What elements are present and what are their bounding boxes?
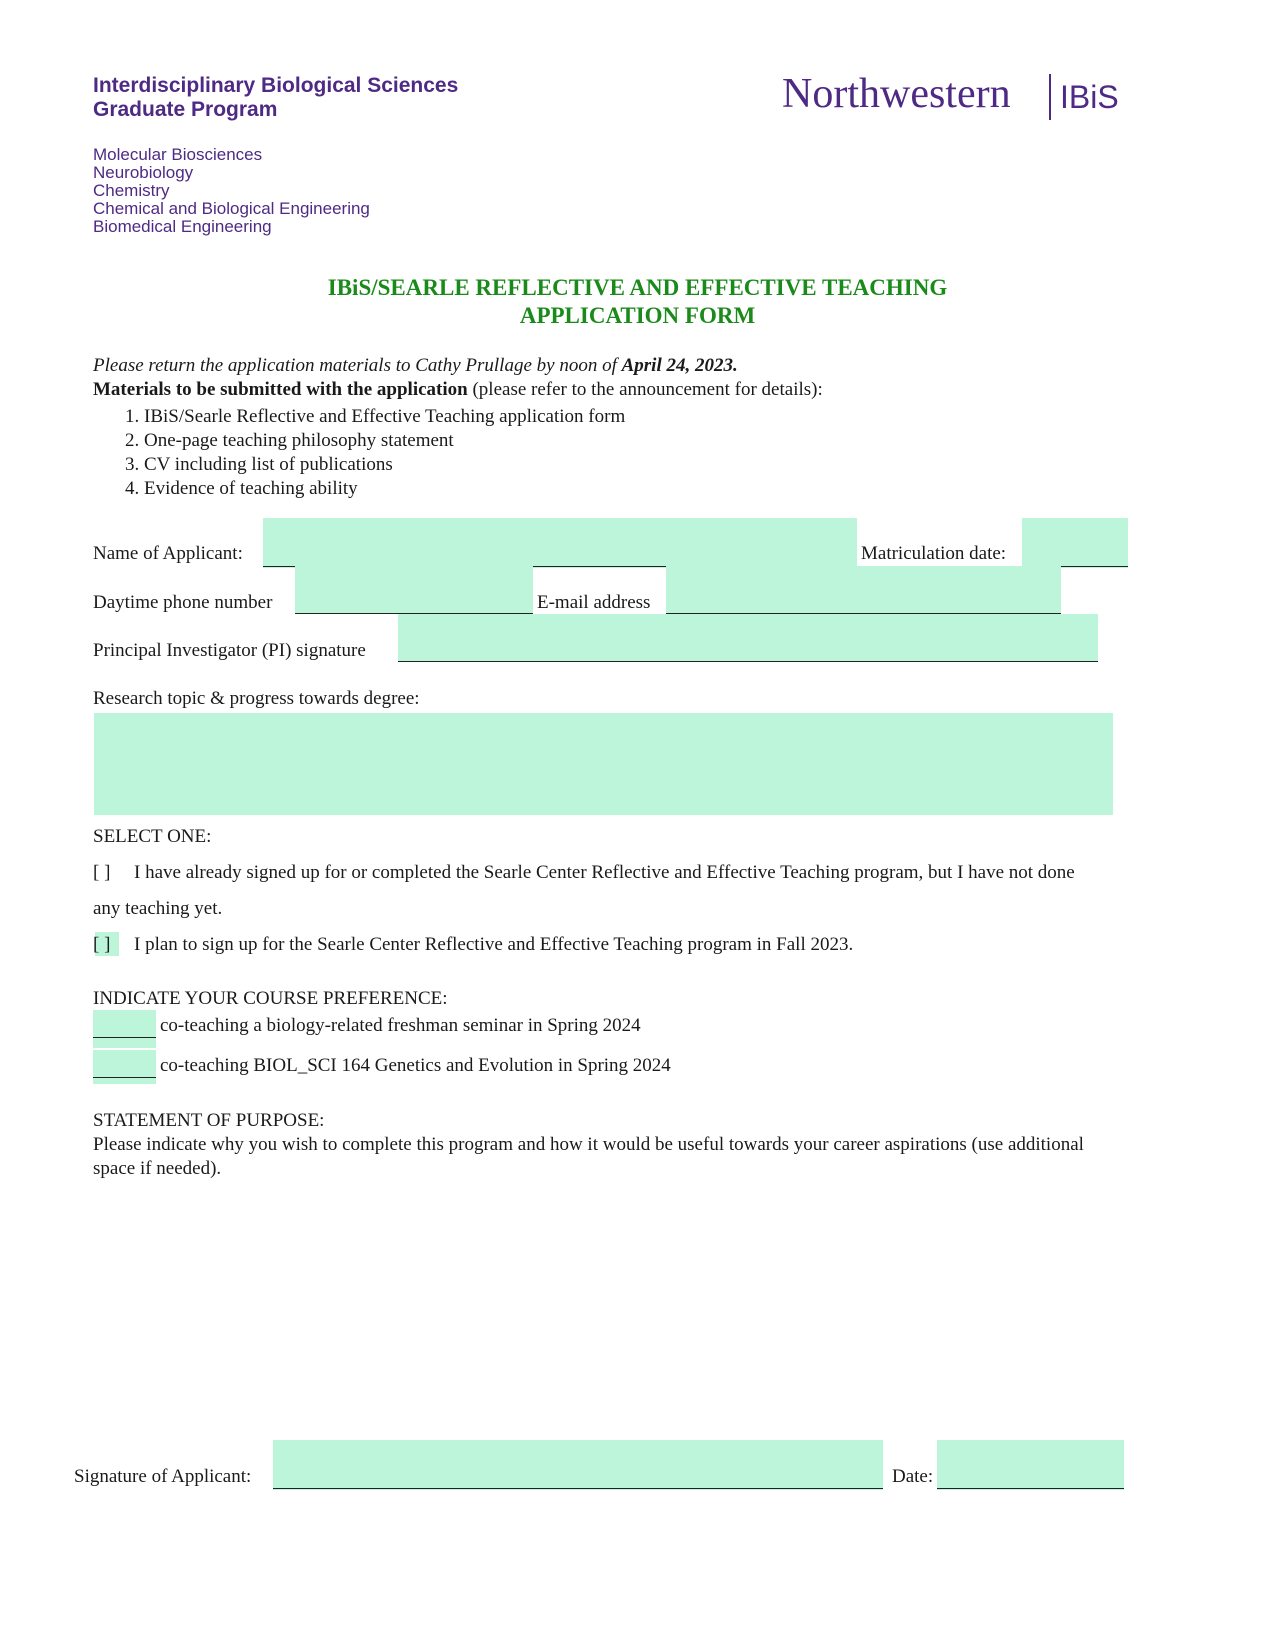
applicant-signature-field[interactable] bbox=[273, 1440, 883, 1490]
department-item: Molecular Biosciences bbox=[93, 145, 263, 164]
research-topic-field[interactable] bbox=[94, 713, 1113, 815]
materials-heading bbox=[93, 379, 823, 401]
freshman-seminar-text: co-teaching a biology-related freshman seminar in Spring 2024 bbox=[160, 1015, 641, 1036]
matriculation-date-field[interactable] bbox=[1022, 518, 1128, 568]
materials-item: 4. Evidence of teaching ability bbox=[125, 478, 358, 499]
deadline-date: April 24, 2023. bbox=[621, 355, 738, 376]
option-plan-checkbox[interactable]: [ ] bbox=[93, 934, 111, 955]
materials-item: 1. IBiS/Searle Reflective and Effective Teaching application form bbox=[125, 406, 626, 427]
applicant-name-field[interactable] bbox=[263, 518, 857, 568]
course-preference-heading: INDICATE YOUR COURSE PREFERENCE: bbox=[93, 988, 448, 1009]
department-item: Chemical and Biological Engineering bbox=[93, 199, 370, 218]
department-item: Chemistry bbox=[93, 181, 170, 200]
phone-field[interactable] bbox=[295, 566, 533, 614]
form-subtitle: APPLICATION FORM bbox=[519, 303, 756, 328]
freshman-seminar-underline bbox=[93, 1037, 156, 1038]
form-title: IBiS/SEARLE REFLECTIVE AND EFFECTIVE TEACHING bbox=[327, 275, 948, 300]
email-label: E-mail address bbox=[537, 592, 651, 613]
select-one-heading: SELECT ONE: bbox=[93, 826, 212, 847]
option-completed-text-cont: any teaching yet. bbox=[93, 898, 223, 919]
logo-divider bbox=[1049, 74, 1051, 120]
logo-ibis-text: IBiS bbox=[1060, 79, 1119, 115]
option-completed-checkbox[interactable]: [ ] bbox=[93, 862, 111, 883]
return-text: Please return the application materials to Cathy Prullage by noon of bbox=[93, 355, 622, 376]
genetics-course-field[interactable] bbox=[93, 1050, 156, 1084]
pi-signature-field[interactable] bbox=[398, 614, 1098, 662]
option-completed-text: I have already signed up for or completed the Searle Center Reflective and Effective Teaching program, but I have not done bbox=[134, 862, 1075, 883]
materials-note: (please refer to the announcement for details): bbox=[467, 379, 823, 400]
pi-signature-label: Principal Investigator (PI) signature bbox=[93, 640, 366, 661]
applicant-signature-underline bbox=[273, 1488, 883, 1489]
statement-heading: STATEMENT OF PURPOSE: bbox=[93, 1110, 325, 1131]
applicant-signature-label: Signature of Applicant: bbox=[74, 1466, 252, 1487]
program-subtitle: Graduate Program bbox=[93, 98, 278, 121]
materials-item: 2. One-page teaching philosophy statement bbox=[125, 430, 454, 451]
phone-label: Daytime phone number bbox=[93, 592, 273, 613]
return-instructions bbox=[93, 355, 738, 377]
signature-date-underline bbox=[937, 1488, 1124, 1489]
pi-signature-underline bbox=[398, 661, 1098, 662]
logo-wordmark: Northwestern bbox=[782, 71, 1011, 117]
statement-instructions-cont: space if needed). bbox=[93, 1158, 222, 1179]
research-topic-label: Research topic & progress towards degree: bbox=[93, 688, 420, 709]
signature-date-field[interactable] bbox=[937, 1440, 1124, 1490]
materials-bold: Materials to be submitted with the application bbox=[93, 379, 468, 400]
genetics-course-underline bbox=[93, 1077, 156, 1078]
option-plan-text: I plan to sign up for the Searle Center Reflective and Effective Teaching program in Fall 2023. bbox=[134, 934, 854, 955]
materials-item: 3. CV including list of publications bbox=[125, 454, 393, 475]
department-item: Neurobiology bbox=[93, 163, 194, 182]
date-label: Date: bbox=[892, 1466, 934, 1487]
program-name: Interdisciplinary Biological Sciences bbox=[93, 74, 459, 97]
name-label: Name of Applicant: bbox=[93, 543, 243, 564]
freshman-seminar-field[interactable] bbox=[93, 1010, 156, 1048]
department-item: Biomedical Engineering bbox=[93, 217, 272, 236]
genetics-course-text: co-teaching BIOL_SCI 164 Genetics and Evolution in Spring 2024 bbox=[160, 1055, 671, 1076]
statement-instructions: Please indicate why you wish to complete this program and how it would be useful towards your career aspirations (use additional bbox=[93, 1134, 1084, 1155]
matriculation-label: Matriculation date: bbox=[861, 543, 1007, 564]
email-field[interactable] bbox=[666, 566, 1061, 614]
